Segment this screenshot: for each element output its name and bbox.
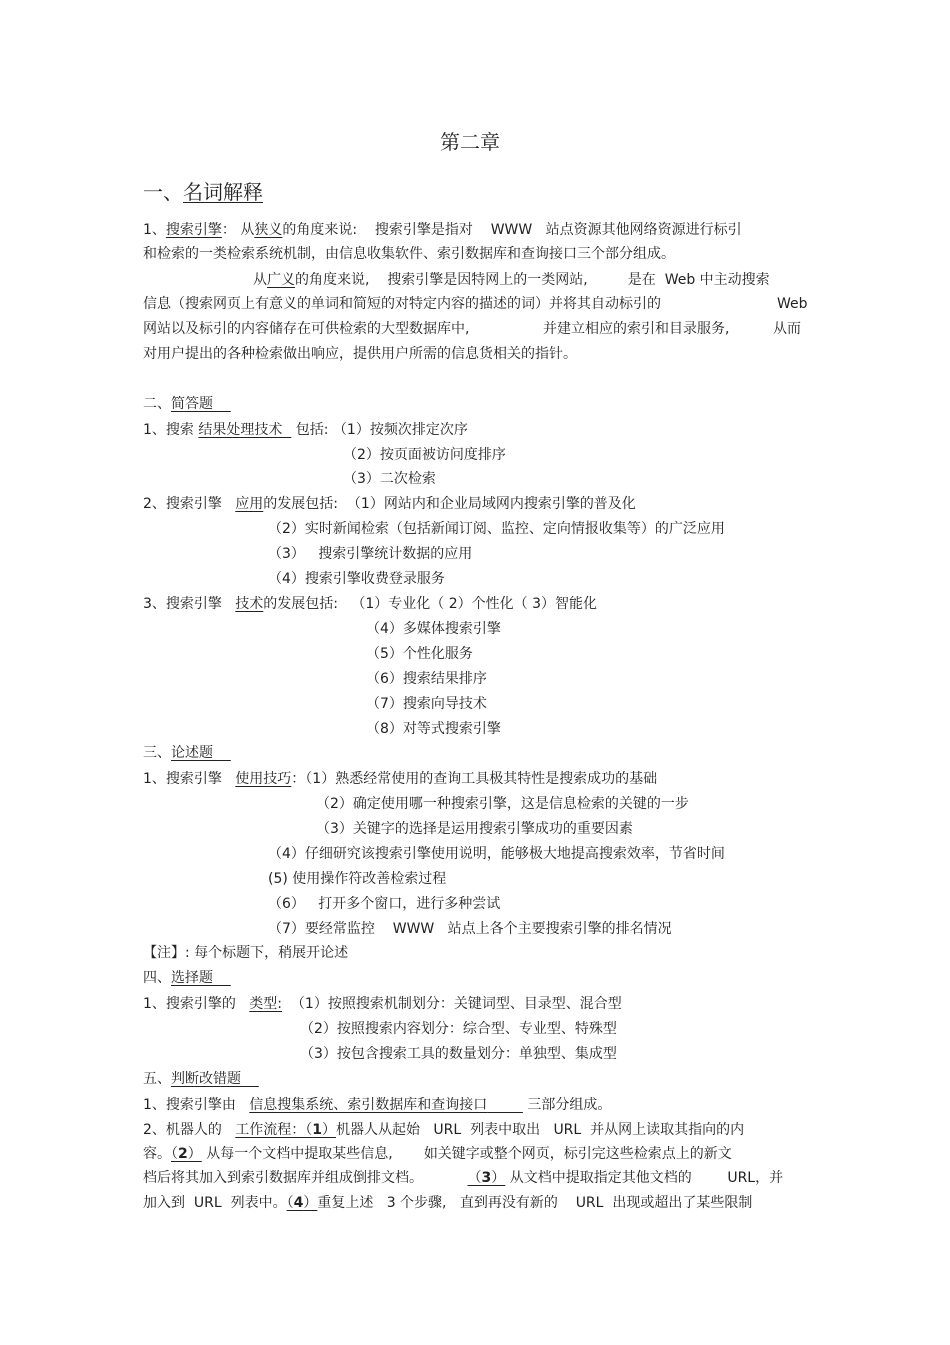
s4-q1-c: （3）按包含搜索工具的数量划分：单独型、集成型 — [300, 1046, 617, 1062]
text: ：（ — [291, 1122, 313, 1138]
text: 1、 — [143, 222, 166, 238]
s3-q1-g — [268, 920, 672, 938]
s3-q1-d: （4）仔细研究该搜索引擎使用说明，能够极大地提高搜索效率，节省时间 — [268, 846, 725, 862]
text: 2、搜索引擎 — [143, 496, 222, 512]
text: Web — [664, 272, 696, 288]
text: 重复上述 — [317, 1195, 374, 1211]
term: 类型: — [249, 996, 282, 1012]
text: （1）网站内和企业局域网内搜索引擎的普及化 — [346, 496, 636, 512]
text: 打开多个窗口，进行多种尝试 — [318, 896, 501, 912]
s1-line-3 — [253, 271, 770, 289]
text: WWW — [490, 222, 533, 238]
text: 从 — [253, 272, 267, 288]
text: （7）要经常监控 — [268, 921, 375, 937]
heading-prefix: 三、 — [143, 745, 171, 761]
text: 的角度来说, — [295, 272, 370, 288]
text: ： — [221, 222, 236, 238]
text: 的发展包括: — [263, 496, 338, 512]
s3-q1 — [143, 770, 657, 788]
s2-q2-c — [268, 545, 472, 563]
section-1-heading — [143, 180, 276, 204]
text: 列表中取出 — [470, 1122, 541, 1138]
heading-text: 论述题 — [171, 745, 213, 761]
text: 搜索引擎是因特网上的一类网站, — [387, 272, 588, 288]
step-number: 2 — [178, 1146, 188, 1162]
text: 1、搜索引擎的 — [143, 996, 236, 1012]
text: URL — [433, 1122, 462, 1138]
term: 搜索引擎 — [165, 222, 222, 238]
s2-q3-d: （6）搜索结果排序 — [366, 671, 487, 687]
text: 容。 — [143, 1146, 171, 1162]
text: 出现或超出了某些限制 — [612, 1195, 753, 1211]
s2-q2 — [143, 495, 636, 513]
text: 搜索引擎是指对 — [374, 222, 473, 238]
text: （ — [171, 1146, 178, 1162]
s1-line-1 — [143, 221, 742, 239]
heading-prefix: 一、 — [143, 180, 183, 204]
text: 如关键字或整个网页，标引完这些检索点上的新文 — [423, 1146, 732, 1162]
text: 的角度来说: — [282, 222, 358, 238]
s2-q3-c: （5）个性化服务 — [366, 646, 473, 662]
text: 中主动搜索 — [699, 272, 770, 288]
s1-line-5-mid: 并建立相应的索引和目录服务, — [543, 321, 730, 337]
text: 站点上各个主要搜索引擎的排名情况 — [447, 921, 672, 937]
s3-q1-e: (5) 使用操作符改善检索过程 — [268, 871, 447, 887]
text: WWW — [392, 921, 435, 937]
s1-line-6: 对用户提出的各种检索做出响应，提供用户所需的信息货相关的指针。 — [143, 346, 577, 362]
s3-q1-b: （2）确定使用哪一种搜索引擎，这是信息检索的关键的一步 — [316, 796, 689, 812]
text: 机器人从起始 — [336, 1122, 421, 1138]
step-number: 1 — [312, 1122, 323, 1138]
s4-q1 — [143, 995, 622, 1013]
text: 1、搜索 — [143, 422, 194, 438]
text: URL — [553, 1122, 582, 1138]
heading-prefix: 四、 — [143, 970, 171, 986]
text: ） — [303, 1195, 318, 1211]
s4-q1-b: （2）按照搜索内容划分：综合型、专业型、特殊型 — [300, 1021, 617, 1037]
s5-q2-d — [143, 1194, 752, 1212]
text: （1）按照搜索机制划分：关键词型、目录型、混合型 — [290, 996, 622, 1012]
s5-q2-c — [143, 1169, 783, 1187]
s2-q3-f: （8）对等式搜索引擎 — [366, 721, 501, 737]
section-4-heading — [143, 969, 231, 987]
text: （6） — [268, 896, 305, 912]
text: 3、搜索引擎 — [143, 596, 222, 612]
section-3-heading — [143, 744, 231, 762]
text: 1、搜索引擎 — [143, 771, 222, 787]
term: 应用 — [235, 496, 264, 512]
s1-line-4-end: Web — [777, 296, 808, 312]
text: ） — [491, 1170, 506, 1186]
text: 从每一个文档中提取某些信息, — [206, 1146, 393, 1162]
text: URL，并 — [727, 1170, 784, 1186]
text: 的发展包括: — [263, 596, 338, 612]
s5-q1 — [143, 1096, 611, 1114]
text: 加入到 — [143, 1195, 185, 1211]
page-title: 第二章 — [440, 130, 500, 154]
s2-q3 — [143, 595, 597, 613]
text: 1、搜索引擎由 — [143, 1097, 236, 1113]
term: 使用技巧 — [235, 771, 292, 787]
heading-text: 判断改错题 — [171, 1071, 241, 1087]
text: 从文档中提取指定其他文档的 — [509, 1170, 692, 1186]
s3-note: 【注】: 每个标题下，稍展开论述 — [143, 945, 349, 961]
s3-q1-f — [268, 895, 500, 913]
s2-q1-b: （2）按页面被访问度排序 — [343, 447, 506, 463]
s2-q1-c: （3）二次检索 — [343, 471, 436, 487]
text: （ — [467, 1170, 482, 1186]
s2-q2-b: （2）实时新闻检索（包括新闻订阅、监控、定向情报收集等）的广泛应用 — [268, 521, 725, 537]
s1-line-2: 和检索的一类检索系统机制，由信息收集软件、索引数据库和查询接口三个部分组成。 — [143, 246, 675, 262]
term: 广义 — [267, 272, 295, 288]
s2-q3-e: （7）搜索向导技术 — [366, 696, 487, 712]
step-number: 3 — [481, 1170, 492, 1186]
text: 从 — [240, 222, 255, 238]
text: 直到再没有新的 — [459, 1195, 558, 1211]
heading-prefix: 五、 — [143, 1071, 171, 1087]
section-5-heading — [143, 1070, 259, 1088]
term: 技术 — [235, 596, 264, 612]
step-number: 4 — [293, 1195, 304, 1211]
heading-prefix: 二、 — [143, 396, 171, 412]
text: 包括: — [295, 422, 329, 438]
text: URL — [193, 1195, 222, 1211]
s1-line-5-end: 从而 — [773, 321, 801, 337]
heading-text: 名词解释 — [183, 180, 263, 204]
term: 工作流程 — [235, 1122, 292, 1138]
s1-line-4: 信息（搜索网页上有意义的单词和简短的对特定内容的描述的词）并将其自动标引的 — [143, 296, 661, 312]
text: ：（1）熟悉经常使用的查询工具极其特性是搜索成功的基础 — [291, 771, 658, 787]
text: （1）专业化（ 2）个性化（ 3）智能化 — [351, 596, 597, 612]
s1-line-5: 网站以及标引的内容储存在可供检索的大型数据库中, — [143, 321, 470, 337]
s5-q2-b — [143, 1145, 732, 1163]
text: 档后将其加入到索引数据库并组成倒排文档。 — [143, 1170, 423, 1186]
s2-q3-b: （4）多媒体搜索引擎 — [366, 621, 501, 637]
text: 站点资源其他网络资源进行标引 — [545, 222, 742, 238]
text: （1）按频次排定次序 — [332, 422, 468, 438]
text: 3 个步骤, — [386, 1195, 447, 1211]
heading-text: 简答题 — [171, 396, 213, 412]
text: URL — [575, 1195, 604, 1211]
text: 2、机器人的 — [143, 1122, 222, 1138]
section-2-heading — [143, 395, 231, 413]
s2-q2-d: （4）搜索引擎收费登录服务 — [268, 571, 445, 587]
text: 并从网上读取其指向的内 — [590, 1122, 745, 1138]
s3-q1-c: （3）关键字的选择是运用搜索引擎成功的重要因素 — [316, 821, 633, 837]
term: 狭义 — [254, 222, 283, 238]
s5-q2 — [143, 1121, 744, 1139]
text: ） — [322, 1122, 337, 1138]
term: 结果处理技术 — [198, 422, 283, 438]
text: 搜索引擎统计数据的应用 — [318, 546, 473, 562]
heading-text: 选择题 — [171, 970, 213, 986]
text: （ — [286, 1195, 294, 1211]
text: 三部分组成。 — [527, 1097, 612, 1113]
s2-q1 — [143, 421, 468, 439]
term: 信息搜集系统、索引数据库和查询接口 — [249, 1097, 488, 1113]
text: 列表中。 — [230, 1195, 287, 1211]
text: ） — [187, 1146, 202, 1162]
text: （3） — [268, 546, 305, 562]
text: 是在 — [627, 272, 656, 288]
